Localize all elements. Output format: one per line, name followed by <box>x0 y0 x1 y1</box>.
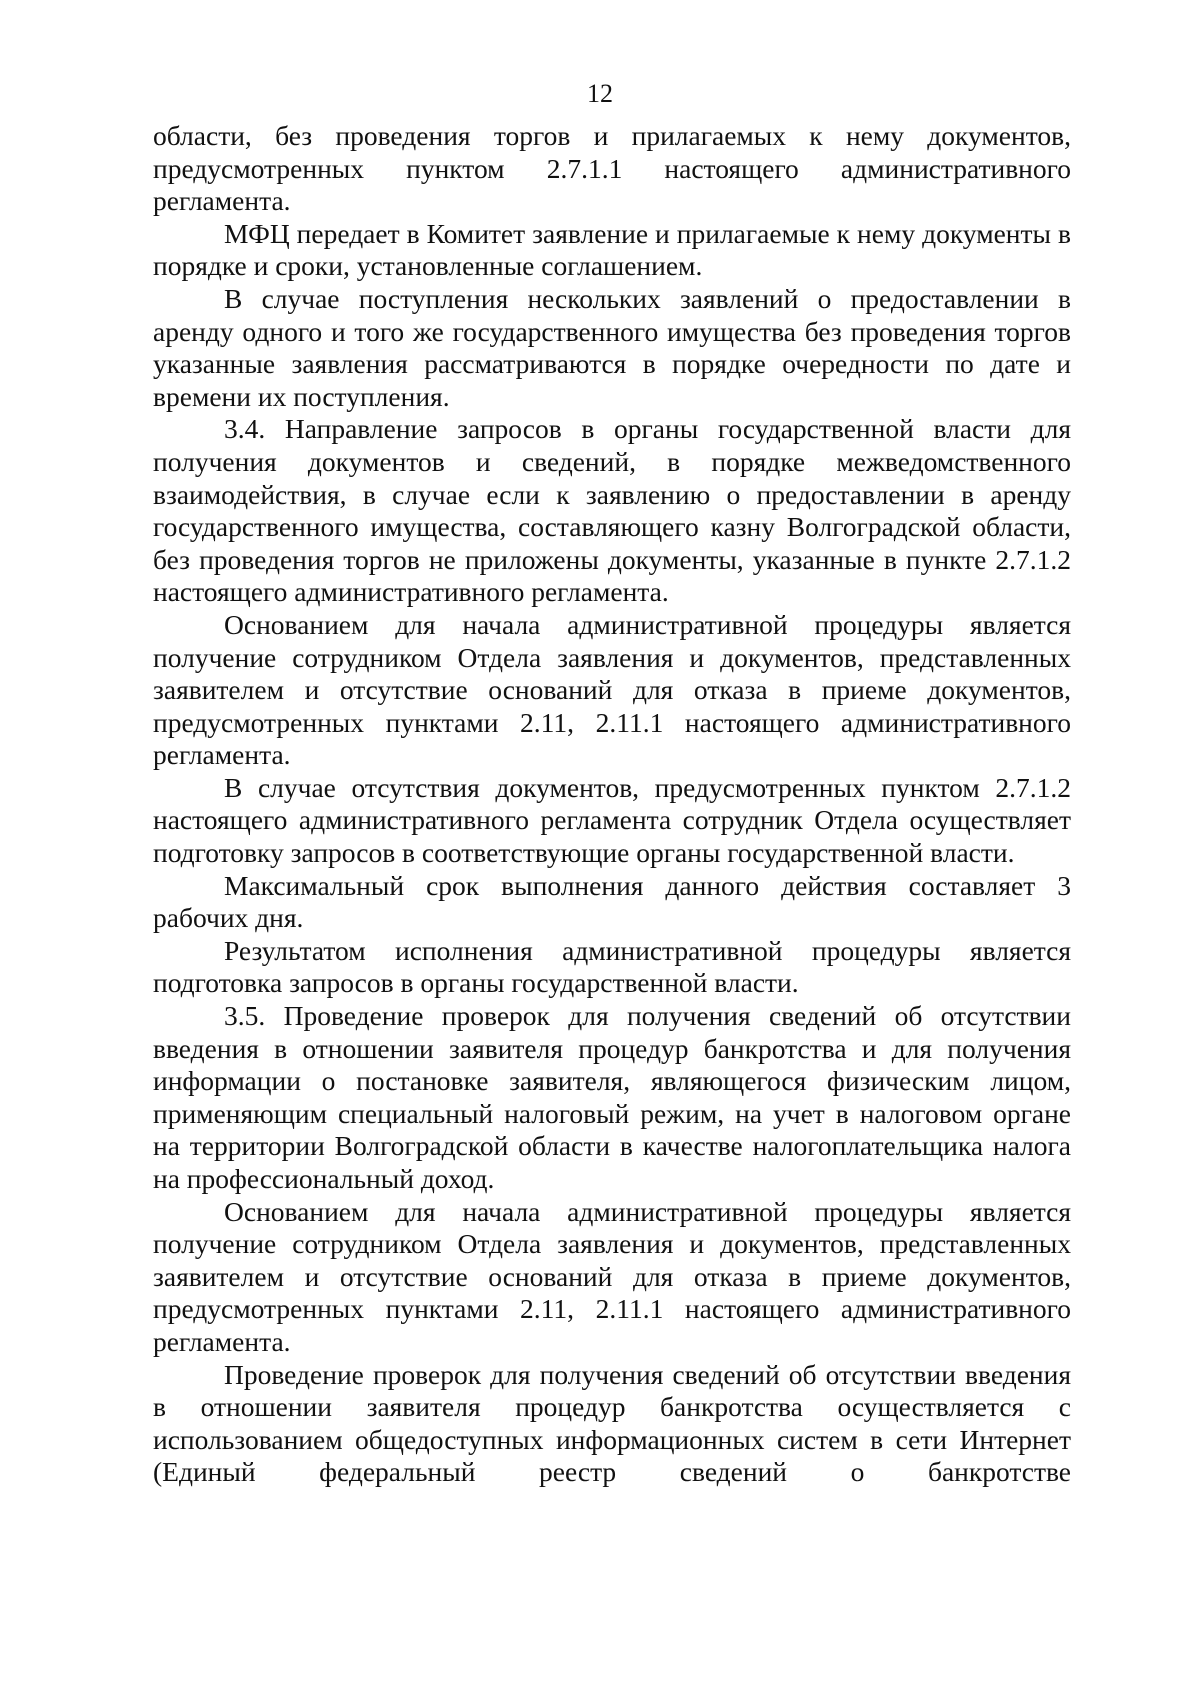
paragraph-basis-3-5: Основанием для начала административной процедуры является получение сотрудником Отдела заявления и документов, представленных заявителем и отсутствие оснований для отказа в приеме документов, предусмотренных пунктами 2.11, 2.11.1 настоящего административного регламента. <box>153 1195 1071 1357</box>
paragraph-mfc-transfer: МФЦ передает в Комитет заявление и прилагаемые к нему документы в порядке и сроки, установленные соглашением. <box>153 217 1071 282</box>
paragraph-checks-bankruptcy: Проведение проверок для получения сведений об отсутствии введения в отношении заявителя процедур банкротства осуществляется с использованием общедоступных информационных систем в сети Интернет (Единый федеральный реестр сведений о банкротстве <box>153 1358 1071 1488</box>
paragraph-result-3-4: Результатом исполнения административной процедуры является подготовка запросов в органы государственной власти. <box>153 934 1071 999</box>
paragraph-intro-continuation: области, без проведения торгов и прилагаемых к нему документов, предусмотренных пунктом 2.7.1.1 настоящего административного регламента. <box>153 120 1071 217</box>
document-body <box>153 120 1071 1489</box>
paragraph-missing-documents: В случае отсутствия документов, предусмотренных пунктом 2.7.1.2 настоящего административного регламента сотрудник Отдела осуществляет подготовку запросов в соответствующие органы государственной власти. <box>153 771 1071 869</box>
paragraph-basis-3-4: Основанием для начала административной процедуры является получение сотрудником Отдела заявления и документов, представленных заявителем и отсутствие оснований для отказа в приеме документов, предусмотренных пунктами 2.11, 2.11.1 настоящего административного регламента. <box>153 608 1071 771</box>
paragraph-max-term: Максимальный срок выполнения данного действия составляет 3 рабочих дня. <box>153 869 1071 934</box>
paragraph-section-3-5: 3.5. Проведение проверок для получения сведений об отсутствии введения в отношении заявителя процедур банкротства и для получения информации о постановке заявителя, являющегося физическим лицом, применяющим специальный налоговый режим, на учет в налоговом органе на территории Волгоградской области в качестве налогоплательщика налога на профессиональный доход. <box>153 1000 1071 1194</box>
page-number: 12 <box>587 79 613 108</box>
paragraph-section-3-4: 3.4. Направление запросов в органы государственной власти для получения документов и сведений, в порядке межведомственного взаимодействия, в случае если к заявлению о предоставлении в аренду государственного имущества, составляющего казну Волгоградской области, без проведения торгов не приложены документы, указанные в пункте 2.7.1.2 настоящего административного регламента. <box>153 413 1071 608</box>
paragraph-multiple-applications: В случае поступления нескольких заявлений о предоставлении в аренду одного и того же государственного имущества без проведения торгов указанные заявления рассматриваются в порядке очередности по дате и времени их поступления. <box>153 282 1071 412</box>
